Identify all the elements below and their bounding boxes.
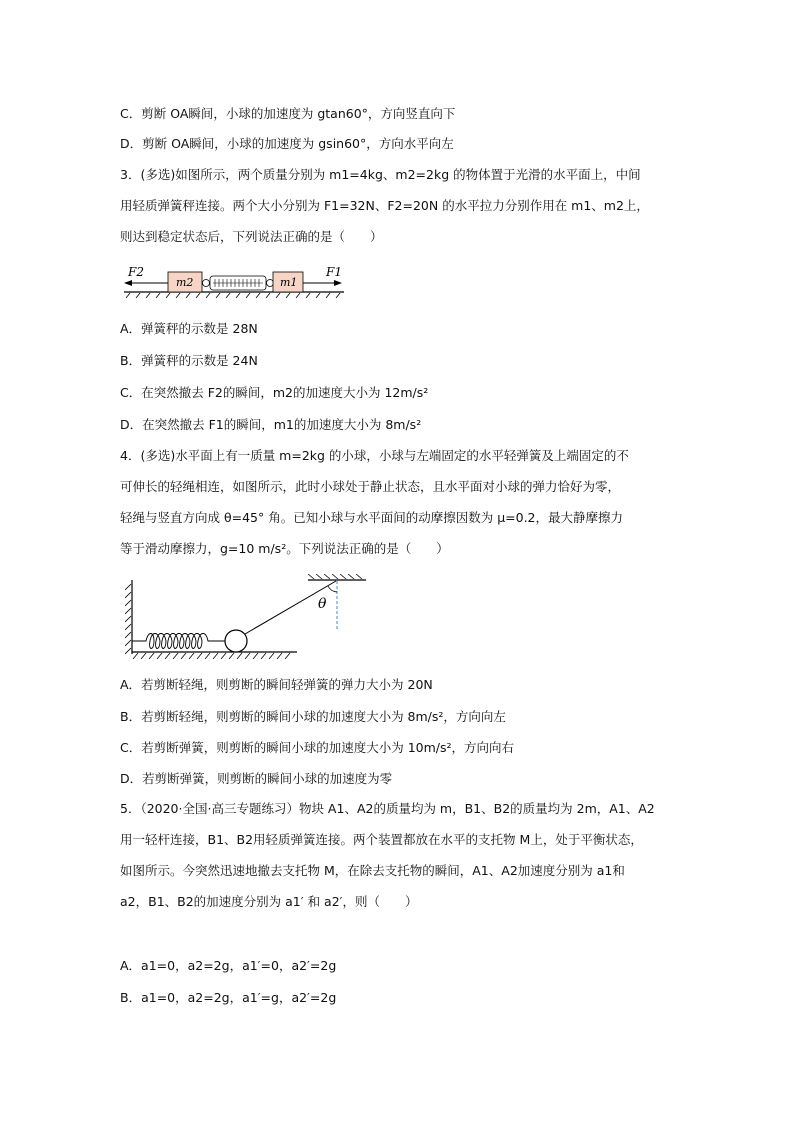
q4-stem-line-3: 轻绳与竖直方向成 θ=45° 角。已知小球与水平面间的动摩擦因数为 μ=0.2，最大静摩擦力 <box>120 510 624 525</box>
ball <box>225 630 247 652</box>
q4-stem-line-2: 可伸长的轻绳相连，如图所示，此时小球处于静止状态，且水平面对小球的弹力恰好为零， <box>120 479 621 494</box>
q5-option-a: A．a1=0，a2=2g，a1′=0，a2′=2g <box>120 958 337 973</box>
q5-stem-line-3: 如图所示。今突然迅速地撤去支托物 M，在除去支托物的瞬间，A1、A2加速度分别为 a1和 <box>120 863 625 878</box>
q2-option-d: D．剪断 OA瞬间，小球的加速度为 gsin60°，方向水平向左 <box>120 136 454 151</box>
theta-label: θ <box>318 596 327 612</box>
spring <box>132 634 225 649</box>
q4-stem-line-4: 等于滑动摩擦力，g=10 m/s²。下列说法正确的是（ ） <box>120 541 449 556</box>
q3-figure <box>120 262 350 304</box>
q4-stem-line-1: 4．(多选)水平面上有一质量 m=2kg 的小球，小球与左端固定的水平轻弹簧及上端固定的不 <box>120 448 629 463</box>
q5-stem-line-2: 用一轻杆连接，B1、B2用轻质弹簧连接。两个装置都放在水平的支托物 M上，处于平衡状态， <box>120 832 643 847</box>
q5-stem-line-4: a2，B1、B2的加速度分别为 a1′ 和 a2′，则（ ） <box>120 894 418 909</box>
q4-option-d: D．若剪断弹簧，则剪断的瞬间小球的加速度为零 <box>120 771 393 786</box>
q5-stem-line-1: 5．（2020·全国·高三专题练习）物块 A1、A2的质量均为 m，B1、B2的质量均为 2m，A1、A2 <box>120 801 655 816</box>
q4-option-b: B．若剪断轻绳，则剪断的瞬间小球的加速度大小为 8m/s²，方向向左 <box>120 709 506 724</box>
q2-option-c: C．剪断 OA瞬间，小球的加速度为 gtan60°，方向竖直向下 <box>120 106 456 121</box>
q3-option-c: C．在突然撤去 F2的瞬间，m2的加速度大小为 12m/s² <box>120 385 429 400</box>
q3-option-a: A．弹簧秤的示数是 28N <box>120 321 258 336</box>
q3-stem-line-3: 则达到稳定状态后，下列说法正确的是（ ） <box>120 229 383 244</box>
f1-label: F1 <box>326 265 342 279</box>
q4-figure <box>122 574 372 664</box>
q3-stem-line-1: 3．(多选)如图所示，两个质量分别为 m1=4kg、m2=2kg 的物体置于光滑的水平面上，中间 <box>120 167 641 182</box>
q5-option-b: B．a1=0，a2=2g，a1′=g，a2′=2g <box>120 990 337 1005</box>
f2-label: F2 <box>128 265 144 279</box>
m1-label: m1 <box>280 276 298 289</box>
q4-option-a: A．若剪断轻绳，则剪断的瞬间轻弹簧的弹力大小为 20N <box>120 677 433 692</box>
q4-option-c: C．若剪断弹簧，则剪断的瞬间小球的加速度大小为 10m/s²，方向向右 <box>120 740 515 755</box>
q3-option-b: B．弹簧秤的示数是 24N <box>120 353 258 368</box>
q3-option-d: D．在突然撤去 F1的瞬间，m1的加速度大小为 8m/s² <box>120 417 422 432</box>
q3-stem-line-2: 用轻质弹簧秤连接。两个大小分别为 F1=32N、F2=20N 的水平拉力分别作用在 m1、m2上， <box>120 198 649 213</box>
m2-label: m2 <box>176 276 194 289</box>
